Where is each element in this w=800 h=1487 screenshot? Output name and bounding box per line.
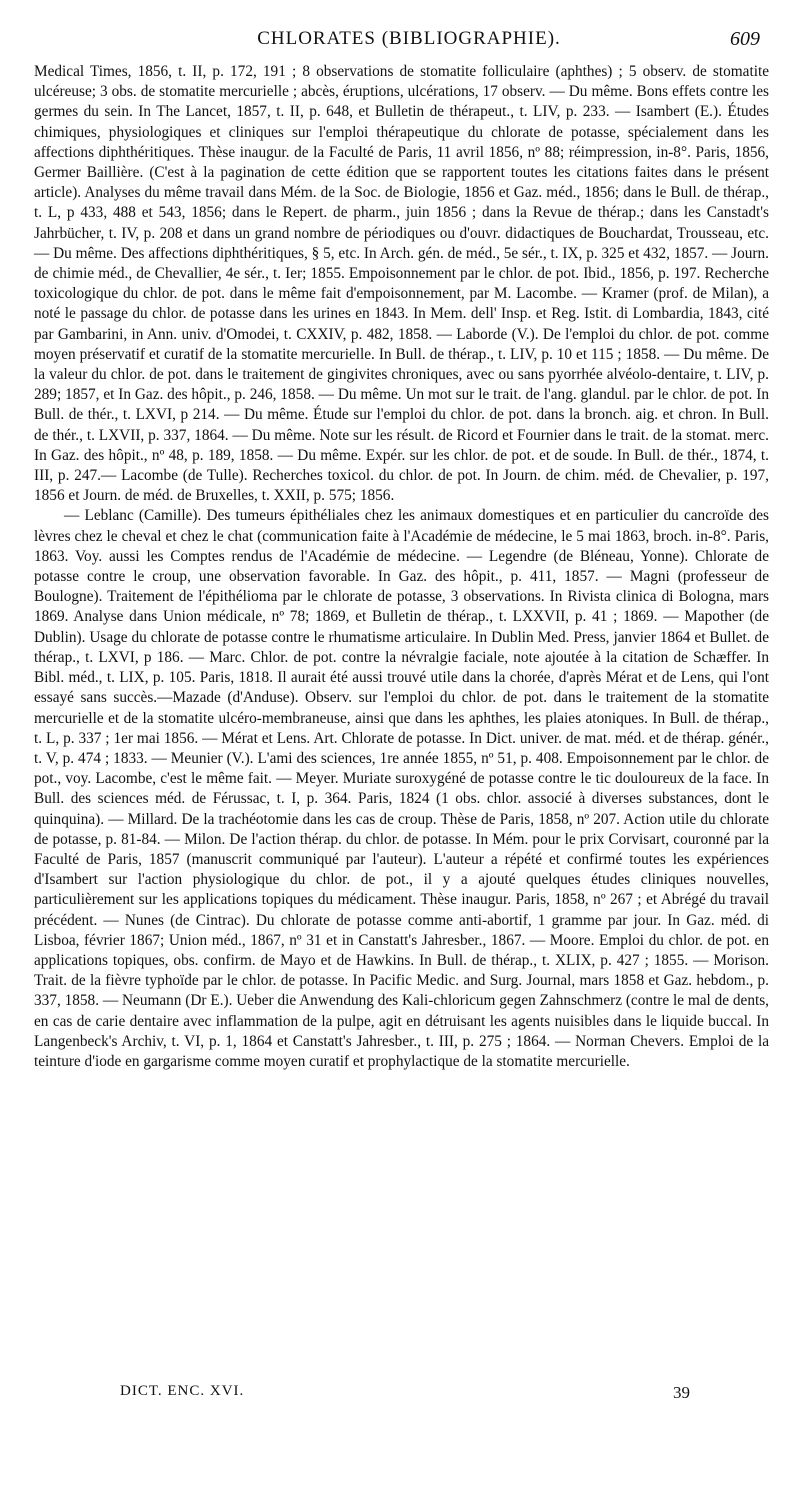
- running-title: CHLORATES (BIBLIOGRAPHIE).: [257, 28, 561, 49]
- running-header: [58, 28, 760, 56]
- printer-signature: DICT. ENC. XVI.: [120, 1383, 245, 1399]
- bibliography-text: [34, 62, 769, 1072]
- signature-number: 39: [673, 1383, 690, 1402]
- bibliography-paragraph-1: Medical Times, 1856, t. II, p. 172, 191 ; 8 observations de stomatite folliculaire (aphthes) ; 5 observ. de stomatite ulcéreuse; 3 obs. de stomatite mercurielle ; abcès, éruptions, ulcérations, 17 observ. — Du même. Bons effets contre les germes du sein. In The Lancet, 1857, t. II, p. 648, et Bulletin de thérapeut., t. LIV, p. 233. — Isambert (E.). Études chimiques, physiologiques et cliniques sur l'emploi thérapeutique du chlorate de potasse, spécialement dans les affections diphthéritiques. Thèse inaugur. de la Faculté de Paris, 11 avril 1856, nº 88; réimpression, in-8°. Paris, 1856, Germer Baillière. (C'est à la pagination de cette édition que se rapportent toutes les citations faites dans le présent article). Analyses du même travail dans Mém. de la Soc. de Biologie, 1856 et Gaz. méd., 1856; dans le Bull. de thérap., t. L, p 433, 488 et 543, 1856; dans le Repert. de pharm., juin 1856 ; dans la Revue de thérap.; dans les Canstadt's Jahrbücher, t. IV, p. 208 et dans un grand nombre de périodiques ou d'ouvr. didactiques de Bouchardat, Trousseau, etc.— Du même. Des affections diphthéritiques, § 5, etc. In Arch. gén. de méd., 5e sér., t. IX, p. 325 et 432, 1857. — Journ. de chimie méd., de Chevallier, 4e sér., t. Ier; 1855. Empoisonnement par le chlor. de pot. Ibid., 1856, p. 197. Recherche toxicologique du chlor. de pot. dans le même fait d'empoisonnement, par M. Lacombe. — Kramer (prof. de Milan), a noté le passage du chlor. de potasse dans les urines en 1843. In Mem. dell' Insp. et Reg. Istit. di Lombardia, 1843, cité par Gambarini, in Ann. univ. d'Omodei, t. CXXIV, p. 482, 1858. — Laborde (V.). De l'emploi du chlor. de pot. comme moyen préservatif et curatif de la stomatite mercurielle. In Bull. de thérap., t. LIV, p. 10 et 115 ; 1858. — Du même. De la valeur du chlor. de pot. dans le traitement de gingivites chroniques, avec ou sans pyorrhée alvéolo-dentaire, t. LIV, p. 289; 1857, et In Gaz. des hôpit., p. 246, 1858. — Du même. Un mot sur le trait. de l'ang. glandul. par le chlor. de pot. In Bull. de thér., t. LXVI, p 214. — Du même. Étude sur l'emploi du chlor. de pot. dans la bronch. aig. et chron. In Bull. de thér., t. LXVII, p. 337, 1864. — Du même. Note sur les résult. de Ricord et Fournier dans le trait. de la stomat. merc. In Gaz. des hôpit., nº 48, p. 189, 1858. — Du même. Expér. sur les chlor. de pot. et de soude. In Bull. de thér., 1874, t. III, p. 247.— Lacombe (de Tulle). Recherches toxicol. du chlor. de pot. In Journ. de chim. méd. de Chevalier, p. 197, 1856 et Journ. de méd. de Bruxelles, t. XXII, p. 575; 1856.: [34, 63, 769, 505]
- page-footer: [120, 1383, 690, 1407]
- page-number: 609: [730, 28, 760, 50]
- bibliography-paragraph-2: — Leblanc (Camille). Des tumeurs épithéliales chez les animaux domestiques et en particulier du cancroïde des lèvres chez le cheval et chez le chat (communication faite à l'Académie de médecine, le 5 mai 1863, broch. in-8°. Paris, 1863. Voy. aussi les Comptes rendus de l'Académie de médecine. — Legendre (de Bléneau, Yonne). Chlorate de potasse contre le croup, une observation favorable. In Gaz. des hôpit., p. 411, 1857. — Magni (professeur de Boulogne). Traitement de l'épithélioma par le chlorate de potasse, 3 observations. In Rivista clinica di Bologna, mars 1869. Analyse dans Union médicale, nº 78; 1869, et Bulletin de thérap., t. LXXVII, p. 41 ; 1869. — Mapother (de Dublin). Usage du chlorate de potasse contre le rhumatisme articulaire. In Dublin Med. Press, janvier 1864 et Bullet. de thérap., t. LXVI, p 186. — Marc. Chlor. de pot. contre la névralgie faciale, note ajoutée à la citation de Schæffer. In Bibl. méd., t. LIX, p. 105. Paris, 1818. Il aurait été aussi trouvé utile dans la chorée, d'après Mérat et de Lens, qui l'ont essayé sans succès.—Mazade (d'Anduse). Observ. sur l'emploi du chlor. de pot. dans le traitement de la stomatite mercurielle et de la stomatite ulcéro-membraneuse, ainsi que dans les aphthes, les plaies atoniques. In Bull. de thérap., t. L, p. 337 ; 1er mai 1856. — Mérat et Lens. Art. Chlorate de potasse. In Dict. univer. de mat. méd. et de thérap. génér., t. V, p. 474 ; 1833. — Meunier (V.). L'ami des sciences, 1re année 1855, nº 51, p. 408. Empoisonnement par le chlor. de pot., voy. Lacombe, c'est le même fait. — Meyer. Muriate suroxygéné de potasse contre le tic douloureux de la face. In Bull. des sciences méd. de Férussac, t. I, p. 364. Paris, 1824 (1 obs. chlor. associé à diverses substances, dont le quinquina). — Millard. De la trachéotomie dans les cas de croup. Thèse de Paris, 1858, nº 207. Action utile du chlorate de potasse, p. 81-84. — Milon. De l'action thérap. du chlor. de potasse. In Mém. pour le prix Corvisart, couronné par la Faculté de Paris, 1857 (manuscrit communiqué par l'auteur). L'auteur a répété et confirmé toutes les expériences d'Isambert sur l'action physiologique du chlor. de pot., il y a ajouté quelques études cliniques nouvelles, particulièrement sur les applications topiques du médicament. Thèse inaugur. Paris, 1858, nº 267 ; et Abrégé du travail précédent. — Nunes (de Cintrac). Du chlorate de potasse comme anti-abortif, 1 gramme par jour. In Gaz. méd. di Lisboa, février 1867; Union méd., 1867, nº 31 et in Canstatt's Jahresber., 1867. — Moore. Emploi du chlor. de pot. en applications topiques, obs. confirm. de Mayo et de Hawkins. In Bull. de thérap., t. XLIX, p. 427 ; 1855. — Morison. Trait. de la fièvre typhoïde par le chlor. de potasse. In Pacific Medic. and Surg. Journal, mars 1858 et Gaz. hebdom., p. 337, 1858. — Neumann (Dr E.). Ueber die Anwendung des Kali-chloricum gegen Zahnschmerz (contre le mal de dents, en cas de carie dentaire avec inflammation de la pulpe, agit en détruisant les agents nuisibles dans le liquide buccal. In Langenbeck's Archiv, t. VI, p. 1, 1864 et Canstatt's Jahresber., t. III, p. 275 ; 1864. — Norman Chevers. Emploi de la teinture d'iode en gargarisme comme moyen curatif et prophylactique de la stomatite mercurielle.: [34, 507, 769, 1070]
